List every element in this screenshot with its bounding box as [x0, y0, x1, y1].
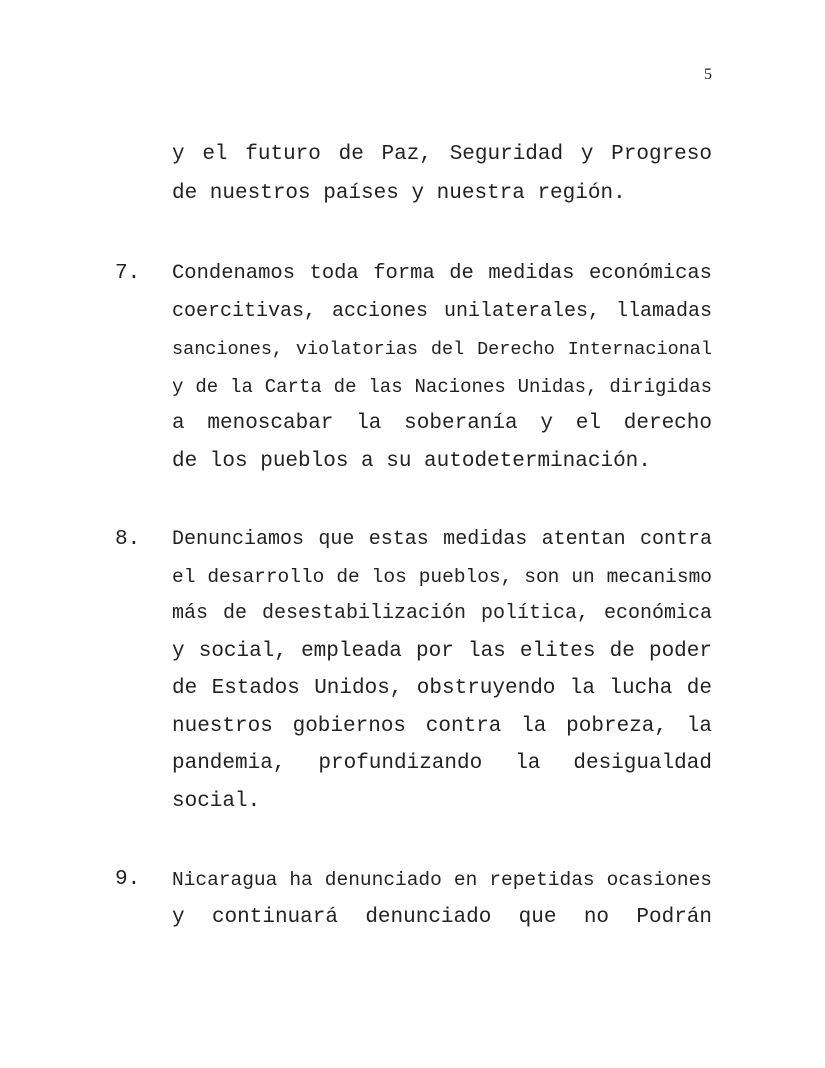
paragraph-line: de nuestros países y nuestra región.	[172, 182, 626, 205]
paragraph-line: Condenamos toda forma de medidas económicas	[172, 262, 712, 285]
paragraph-line: sanciones, violatorias del Derecho Internacional	[172, 339, 712, 360]
paragraph-line: y continuará denunciado que no Podrán	[172, 906, 712, 929]
paragraph-line: de los pueblos a su autodeterminación.	[172, 450, 651, 473]
paragraph-line: el desarrollo de los pueblos, son un mecanismo	[172, 566, 712, 588]
page-number: 5	[704, 66, 712, 83]
item-number: 7.	[115, 262, 141, 285]
paragraph-line: social.	[172, 790, 261, 813]
paragraph-line: de Estados Unidos, obstruyendo la lucha de	[172, 677, 712, 700]
paragraph-line: coercitivas, acciones unilaterales, llamadas	[172, 300, 712, 323]
paragraph-line: nuestros gobiernos contra la pobreza, la	[172, 715, 712, 738]
paragraph-line: más de desestabilización política, económica	[172, 602, 712, 625]
item-number: 8.	[115, 528, 141, 551]
item-number: 9.	[115, 868, 141, 891]
paragraph-line: y el futuro de Paz, Seguridad y Progreso	[172, 143, 712, 166]
paragraph-line: a menoscabar la soberanía y el derecho	[172, 412, 712, 435]
paragraph-line: y social, empleada por las elites de poder	[172, 640, 712, 663]
paragraph-line: Nicaragua ha denunciado en repetidas ocasiones	[172, 869, 712, 891]
paragraph-line: Denunciamos que estas medidas atentan contra	[172, 528, 712, 551]
paragraph-line: pandemia, profundizando la desigualdad	[172, 752, 712, 775]
paragraph-line: y de la Carta de las Naciones Unidas, dirigidas	[172, 376, 712, 398]
